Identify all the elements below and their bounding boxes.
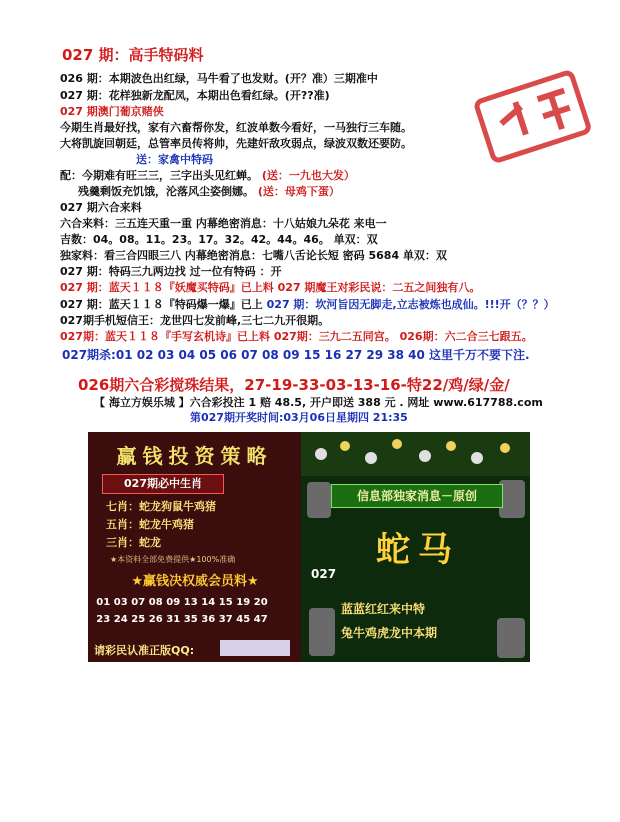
left-panel-row-1: 七肖：蛇龙狗鼠牛鸡猪 — [106, 500, 216, 513]
kill-numbers: 027期杀:01 02 03 04 05 06 07 08 09 15 16 27 29 38 40 这里千万不要下注. — [62, 348, 530, 362]
line-8-gift: (送：母鸡下蛋） — [257, 185, 340, 198]
number-cell: 25 — [131, 614, 146, 625]
right-panel-line-2: 兔牛鸡虎龙中本期 — [341, 626, 438, 640]
left-panel-row-3: 三肖：蛇龙 — [106, 536, 161, 549]
number-cell: 19 — [236, 597, 251, 608]
line-12: 独家料：看三合四眼三八 内幕绝密消息：七嘴八舌论长短 密码 5684 单双：双 — [60, 249, 447, 262]
number-cell: 36 — [201, 614, 216, 625]
number-cell: 26 — [148, 614, 163, 625]
left-panel-member: ★赢钱决权威会员料★ — [131, 574, 259, 589]
line-11: 吉数：04。08。11。23。17。32。42。44。46。 单双：双 — [60, 233, 378, 246]
page-title: 027 期：高手特码料 — [62, 46, 204, 64]
line-8 — [78, 185, 340, 199]
line-3: 027 期澳门葡京赌侠 — [60, 105, 164, 118]
draw-result: 026期六合彩搅珠结果，27-19-33-03-13-16-特22/鸡/绿/金/ — [78, 376, 510, 394]
number-cell: 13 — [183, 597, 198, 608]
number-cell: 08 — [148, 597, 163, 608]
draw-time: 第027期开奖时间:03月06日星期四 21:35 — [190, 411, 408, 424]
right-panel-big: 蛇马 — [376, 530, 460, 570]
line-10: 六合来料：三五连天重一重 内幕绝密消息：十八姑娘九朵花 来电一 — [60, 217, 387, 230]
left-panel — [88, 432, 301, 662]
number-grid — [96, 596, 296, 630]
number-row-1 — [96, 596, 296, 609]
line-17c: 026期：六二合三七跟五。 — [399, 330, 533, 343]
right-panel-banner: 信息部独家消息－原创 — [331, 484, 503, 508]
flowers-graphic — [301, 432, 530, 476]
right-panel-period: 027 — [311, 567, 337, 581]
right-panel — [301, 432, 530, 662]
left-panel-row-2: 五肖：蛇龙牛鸡猪 — [106, 518, 194, 531]
number-cell: 47 — [253, 614, 268, 625]
number-cell: 09 — [166, 597, 181, 608]
right-panel-line-1: 蓝蓝红红来中特 — [341, 602, 426, 616]
line-8-text: 残羹剩饭充饥饿，沦落风尘姿倒娜。 — [78, 185, 254, 198]
line-5: 大将凯旋回朝廷，总管率员传将帅，先建奸敌攻弱点，绿波双数还要防。 — [60, 137, 412, 150]
line-17 — [60, 330, 533, 344]
line-9: 027 期六合来料 — [60, 201, 142, 214]
line-14a: 027 期：蓝天１１８『妖魔买特码』已上料 — [60, 281, 274, 294]
number-cell: 24 — [113, 614, 128, 625]
line-4: 今期生肖最好找，家有六畜帮你发，红波单数今看好，一马独行三车随。 — [60, 121, 412, 134]
number-cell: 01 — [96, 597, 111, 608]
line-6: 送：家禽中特码 — [136, 153, 213, 166]
number-cell: 37 — [218, 614, 233, 625]
left-panel-note: ★本资料全部免费提供★100%准确 — [110, 555, 236, 564]
number-cell: 14 — [201, 597, 216, 608]
number-cell: 35 — [183, 614, 198, 625]
stamp-graphic — [462, 62, 602, 180]
line-14 — [60, 281, 480, 295]
number-cell: 45 — [236, 614, 251, 625]
ad-line: 【 海立方娱乐城 】六合彩投注 1 赔 48.5, 开户即送 388 元 . 网址 www.617788.com — [94, 396, 543, 409]
line-17a: 027期：蓝天１１８『手写玄机诗』已上料 — [60, 330, 270, 343]
line-7 — [60, 169, 355, 183]
left-panel-title: 赢钱投资策略 — [116, 444, 273, 468]
person-left — [307, 482, 331, 518]
number-cell: 20 — [253, 597, 268, 608]
number-cell: 03 — [113, 597, 128, 608]
line-16: 027期手机短信王：龙世四七发前峰,三七二九开很期。 — [60, 314, 330, 327]
right-panel-flowers — [301, 432, 530, 476]
line-15 — [60, 298, 555, 312]
qq-placeholder — [220, 640, 290, 656]
person-bottom-left — [309, 608, 335, 656]
number-row-2 — [96, 613, 296, 626]
number-cell: 07 — [131, 597, 146, 608]
line-14b: 027 期魔王对彩民说：二五之间独有八。 — [277, 281, 481, 294]
line-1: 026 期：本期波色出红绿，马牛看了也发财。(开？准）三期准中 — [60, 72, 378, 85]
left-panel-footer: 请彩民认准正版QQ: — [94, 644, 195, 657]
line-17b: 027期：三九二五同宫。 — [273, 330, 396, 343]
line-2: 027 期：花样独新龙配凤，本期出色看红绿。(开??准) — [60, 89, 330, 102]
number-cell: 31 — [166, 614, 181, 625]
number-cell: 15 — [218, 597, 233, 608]
line-7-gift: (送：一九也大发） — [261, 169, 355, 182]
line-7-text: 配：今期难有旺三三，三字出头见红蝉。 — [60, 169, 258, 182]
number-cell: 23 — [96, 614, 111, 625]
person-bottom-right — [497, 618, 525, 658]
line-13: 027 期：特码三九两边找 过一位有特码 ：开 — [60, 265, 282, 278]
line-15b: 027 期：坎河旨因无脚走,立志被炼也成仙。!!!开（？？） — [266, 298, 555, 311]
left-panel-subtitle: 027期必中生肖 — [102, 474, 224, 494]
line-15a: 027 期：蓝天１１８『特码爆一爆』已上 — [60, 298, 263, 311]
